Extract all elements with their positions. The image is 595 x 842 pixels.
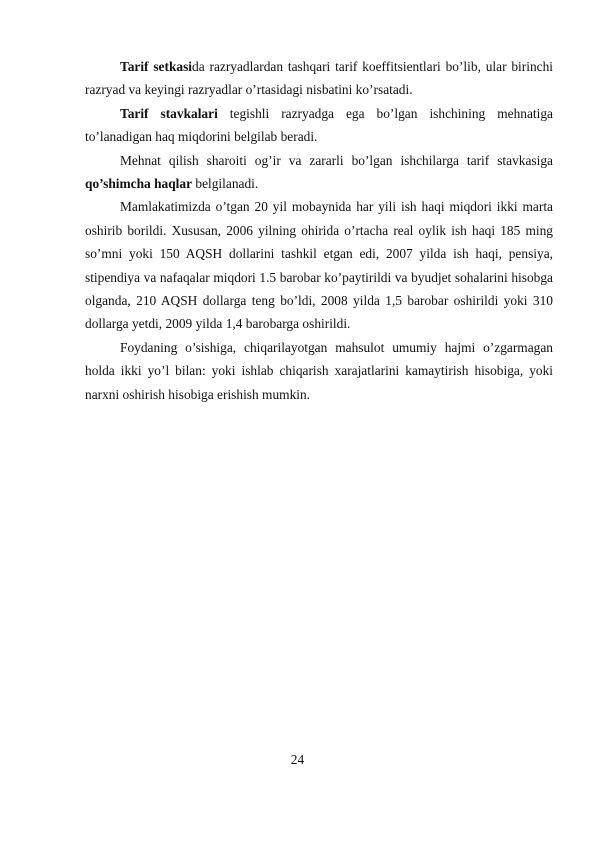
term-tarif-setkasi: Tarif setkasi bbox=[120, 59, 193, 74]
paragraph-text: da razryadlardan tashqari tarif koeffitsientlari bo’lib, ular birinchi razryad va keyingi razryadlar o’rtasidagi nisbatini ko’rsatadi. bbox=[85, 59, 554, 98]
paragraph-tarif-setkasi bbox=[85, 55, 553, 102]
paragraph-text: tegishli razryadga ega bo’lgan ishchining mehnatiga to’lanadigan haq miqdorini belgilab beradi. bbox=[85, 105, 553, 145]
body-text bbox=[85, 55, 553, 406]
paragraph-text: Mehnat qilish sharoiti og’ir va zararli bo’lgan ishchilarga tarif stavkasiga bbox=[120, 152, 553, 168]
paragraph-tarif-stavkalari bbox=[85, 102, 553, 149]
paragraph-text: belgilanadi. bbox=[192, 176, 259, 192]
paragraph-qoshimcha-haqlar bbox=[85, 149, 553, 196]
term-tarif-stavkalari: Tarif stavkalari bbox=[120, 105, 218, 121]
paragraph-ish-haqi bbox=[85, 195, 553, 335]
term-qoshimcha-haqlar: qo’shimcha haqlar bbox=[85, 176, 193, 192]
paragraph-text: Foydaning o’sishiga, chiqarilayotgan mahsulot umumiy hajmi o’zgarmagan holda ikki yo’l bilan: yoki ishlab chiqarish xarajatlarini kamaytirish hisobiga, yoki narxni oshirish hisobiga erishish mumkin. bbox=[85, 339, 553, 402]
page-number: 24 bbox=[290, 752, 305, 767]
paragraph-foyda bbox=[85, 336, 553, 406]
paragraph-text: Mamlakatimizda o’tgan 20 yil mobaynida har yili ish haqi miqdori ikki marta oshirib borildi. Xususan, 2006 yilning ohirida o’rtacha real oylik ish haqi 185 ming so’mni yoki 150 AQSH dollarini tashkil etgan edi, 2007 yilda ish haqi, pensiya, stipendiya va nafaqalar miqdori 1.5 barobar ko’paytirildi va byudjet sohalarini hisobga olganda, 210 AQSH dollarga teng bo’ldi, 2008 yilda 1,5 barobar oshirildi yoki 310 dollarga yetdi, 2009 yilda 1,4 barobarga oshirildi. bbox=[85, 199, 553, 332]
